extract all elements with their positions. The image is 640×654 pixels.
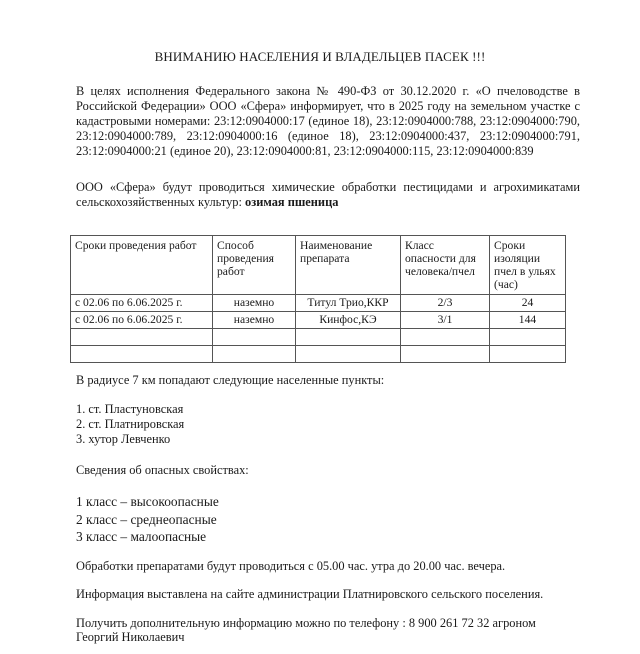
hours-text: Обработки препаратами будут проводиться с 05.00 час. утра до 20.00 час. вечера. [76,559,506,573]
header-hazard-class: Класс опасности для человека/пчел [401,236,490,295]
header-dates: Сроки проведения работ [71,236,213,295]
table-row [71,312,566,329]
row2-method: наземно [213,312,296,329]
hazard-class-3: 3 класс – малоопасные [76,529,207,544]
row1-hazard: 2/3 [401,295,490,312]
table-row [71,295,566,312]
website-text: Информация выставлена на сайте администрации Платнировского сельского поселения. [76,587,544,601]
row1-isolation: 24 [490,295,566,312]
page-title: ВНИМАНИЮ НАСЕЛЕНИЯ И ВЛАДЕЛЬЦЕВ ПАСЕК !!! [154,49,486,64]
hazard-class-1: 1 класс – высокоопасные [76,494,219,509]
row1-dates: с 02.06 по 6.06.2025 г. [71,295,213,312]
contact-name: Георгий Николаевич [76,630,185,644]
treatment-text: ООО «Сфера» будут проводиться химические обработки пестицидами и агрохимикатами сельскохозяйственных культур: [76,180,580,209]
header-isolation: Сроки изоляции пчел в ульях (час) [490,236,566,295]
hazard-heading: Сведения об опасных свойствах: [76,463,249,477]
header-product: Наименование препарата [296,236,401,295]
row2-dates: с 02.06 по 6.06.2025 г. [71,312,213,329]
settlement-1: 1. ст. Пластуновская [76,402,184,416]
row2-product: Кинфос,КЭ [296,312,401,329]
hazard-class-2: 2 класс – среднеопасные [76,512,217,527]
crop-name: озимая пшеница [245,195,339,209]
intro-paragraph: В целях исполнения Федерального закона № 490-ФЗ от 30.12.2020 г. «О пчеловодстве в Российской Федерации» ООО «Сфера» информирует, что в 2025 году на земельном участке с кадастровыми номерами: 23:12:0904000:17 (единое 18), 23:12:0904000:788, 23:12:0904000:790, 23:12:0904000:789, 23:12:0904000:16 (единое 18), 23:12:0904000:437, 23:12:0904000:791, 23:12:0904000:21 (единое 20), 23:12:0904000:81, 23:12:0904000:115, 23:12:0904000:839 [76,84,580,158]
treatment-table [70,235,566,363]
table-row-empty [71,329,566,346]
table-row-empty [71,346,566,363]
header-method: Способ проведения работ [213,236,296,295]
settlement-3: 3. хутор Левченко [76,432,171,446]
treatment-paragraph [76,180,580,210]
settlement-2: 2. ст. Платнировская [76,417,185,431]
row1-product: Титул Трио,ККР [296,295,401,312]
row1-method: наземно [213,295,296,312]
contact-text: Получить дополнительную информацию можно по телефону : 8 900 261 72 32 агроном [76,616,536,630]
row2-hazard: 3/1 [401,312,490,329]
row2-isolation: 144 [490,312,566,329]
table-header-row [71,236,566,295]
radius-text: В радиусе 7 км попадают следующие населенные пункты: [76,373,385,387]
